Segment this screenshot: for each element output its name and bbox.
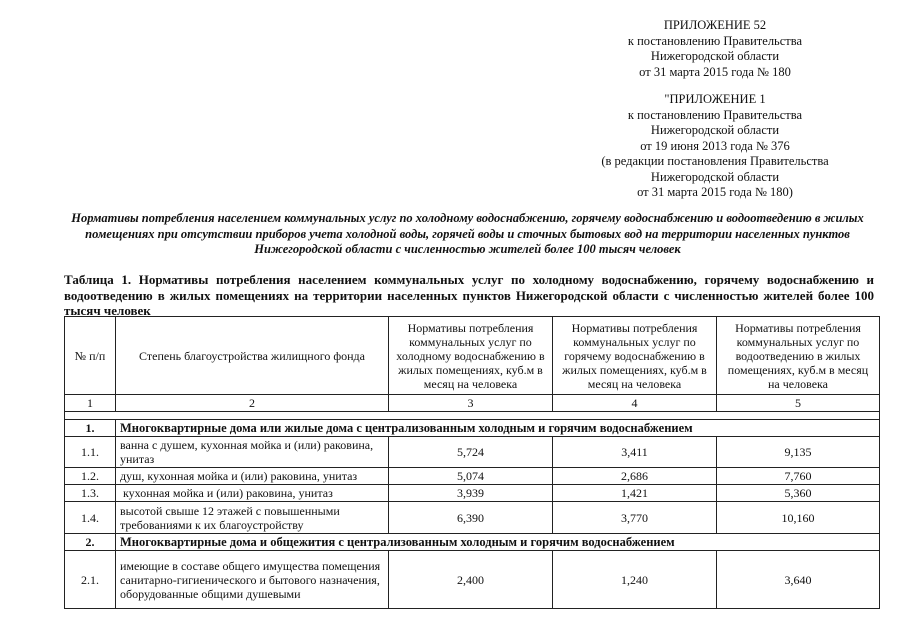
annex-line: "ПРИЛОЖЕНИЕ 1	[664, 92, 766, 106]
hot-water-value: 3,770	[553, 502, 717, 534]
column-number: 4	[553, 395, 717, 412]
table-row	[65, 502, 880, 534]
table-row	[65, 468, 880, 485]
table-row	[65, 485, 880, 502]
cold-water-value: 5,724	[389, 437, 553, 468]
section-row	[65, 420, 880, 437]
column-number: 2	[116, 395, 389, 412]
spacer-row	[65, 412, 880, 420]
section-title: Многоквартирные дома и общежития с централизованным холодным и горячим водоснабжением	[116, 534, 880, 551]
drainage-value: 5,360	[717, 485, 880, 502]
annex-line: к постановлению Правительства	[627, 33, 803, 48]
column-number: 5	[717, 395, 880, 412]
section-title: Многоквартирные дома или жилые дома с централизованным холодным и горячим водоснабжением	[116, 420, 880, 437]
column-number: 3	[389, 395, 553, 412]
drainage-value: 3,640	[717, 551, 880, 609]
row-description: кухонная мойка и (или) раковина, унитаз	[116, 485, 389, 502]
annex-line: Нижегородской области	[650, 169, 780, 184]
header-cold-water: Нормативы потребления коммунальных услуг по холодному водоснабжению в жилых помещениях, куб.м в месяц на человека	[389, 317, 553, 395]
annex-line: ПРИЛОЖЕНИЕ 52	[663, 18, 767, 32]
section-number: 2.	[65, 534, 116, 551]
table-caption: Таблица 1. Нормативы потребления населением коммунальных услуг по холодному водоснабжению, горячему водоснабжению и водоотведению в жилых помещениях на территории населенных пунктов Нижегородской области с численностью жителей более 100 тысяч человек	[64, 272, 874, 318]
header-drainage: Нормативы потребления коммунальных услуг по водоотведению в жилых помещениях, куб.м в месяц на человека	[717, 317, 880, 395]
hot-water-value: 3,411	[553, 437, 717, 468]
row-description: высотой свыше 12 этажей с повышенными требованиями к их благоустройству	[116, 502, 389, 534]
drainage-value: 9,135	[717, 437, 880, 468]
table-header-row	[65, 317, 880, 395]
row-number: 1.2.	[65, 468, 116, 485]
row-number: 1.1.	[65, 437, 116, 468]
header-degree: Степень благоустройства жилищного фонда	[116, 317, 389, 395]
annex-line: Нижегородской области	[650, 123, 780, 137]
hot-water-value: 2,686	[553, 468, 717, 485]
row-number: 1.4.	[65, 502, 116, 534]
section-row	[65, 534, 880, 551]
hot-water-value: 1,421	[553, 485, 717, 502]
row-number: 2.1.	[65, 551, 116, 609]
cold-water-value: 3,939	[389, 485, 553, 502]
row-description: душ, кухонная мойка и (или) раковина, унитаз	[116, 468, 389, 485]
cold-water-value: 2,400	[389, 551, 553, 609]
annex-line: от 31 марта 2015 года № 180)	[637, 185, 793, 199]
table-row	[65, 437, 880, 468]
annex-line: от 19 июня 2013 года № 376	[640, 138, 790, 153]
annex-header-1	[585, 92, 845, 201]
header-hot-water: Нормативы потребления коммунальных услуг по горячему водоснабжению в жилых помещениях, куб.м в месяц на человека	[553, 317, 717, 395]
cold-water-value: 6,390	[389, 502, 553, 534]
document-title: Нормативы потребления населением коммунальных услуг по холодному водоснабжению, горячему водоснабжению и водоотведению в жилых помещениях при отсутствии приборов учета холодной воды, горячей воды и сточных бытовых вод на территории населенных пунктов Нижегородской области с численностью жителей более 100 тысяч человек	[71, 211, 864, 256]
row-number: 1.3.	[65, 485, 116, 502]
table-row	[65, 551, 880, 609]
annex-line: к постановлению Правительства	[627, 107, 803, 122]
norms-table	[64, 316, 880, 609]
column-number-row	[65, 395, 880, 412]
section-number: 1.	[65, 420, 116, 437]
cold-water-value: 5,074	[389, 468, 553, 485]
annex-line: от 31 марта 2015 года № 180	[639, 64, 791, 79]
annex-line: Нижегородской области	[650, 49, 780, 63]
header-number: № п/п	[65, 317, 116, 395]
annex-line: (в редакции постановления Правительства	[601, 154, 829, 168]
drainage-value: 10,160	[717, 502, 880, 534]
row-description: ванна с душем, кухонная мойка и (или) раковина, унитаз	[116, 437, 389, 468]
annex-header-52	[610, 18, 820, 80]
row-description: имеющие в составе общего имущества помещения санитарно-гигиенического и бытового назначения, оборудованные общими душевыми	[116, 551, 389, 609]
drainage-value: 7,760	[717, 468, 880, 485]
column-number: 1	[65, 395, 116, 412]
hot-water-value: 1,240	[553, 551, 717, 609]
